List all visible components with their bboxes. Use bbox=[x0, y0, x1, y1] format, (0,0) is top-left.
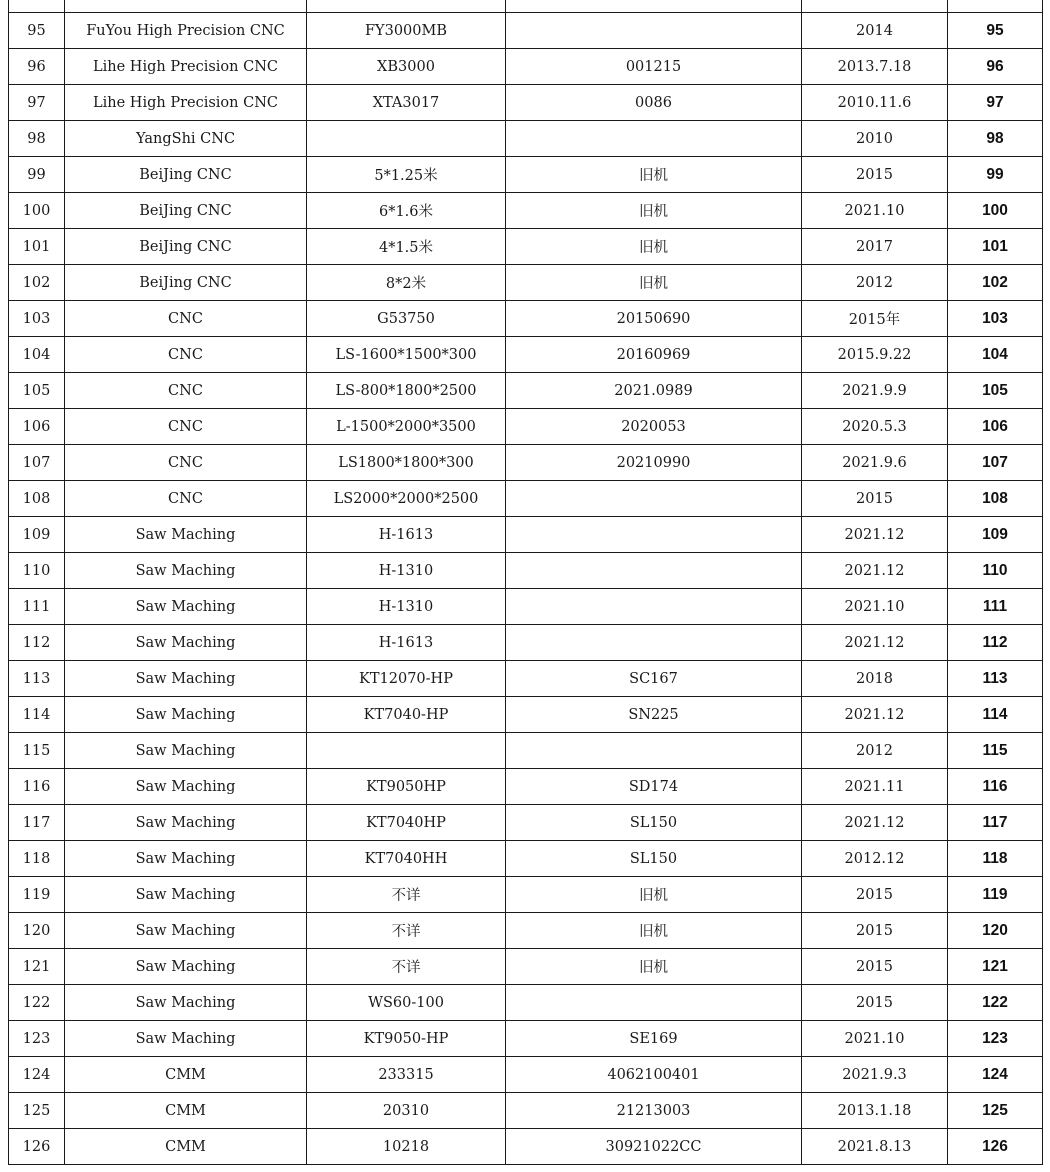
row-number-cell: 111 bbox=[9, 589, 65, 625]
serial-number-cell: 21213003 bbox=[506, 1093, 802, 1129]
row-number-cell: 113 bbox=[9, 661, 65, 697]
serial-number-cell: 20150690 bbox=[506, 301, 802, 337]
row-number-cell: 99 bbox=[9, 157, 65, 193]
index-number-cell: 95 bbox=[948, 13, 1043, 49]
row-number-cell: 98 bbox=[9, 121, 65, 157]
table-row bbox=[9, 877, 1043, 913]
index-number-cell: 113 bbox=[948, 661, 1043, 697]
serial-number-cell bbox=[506, 733, 802, 769]
date-cell: 2015.9.22 bbox=[802, 337, 948, 373]
model-cell: H-1613 bbox=[307, 625, 506, 661]
model-cell: KT7040HH bbox=[307, 841, 506, 877]
index-number-cell: 109 bbox=[948, 517, 1043, 553]
serial-number-cell: 旧机 bbox=[506, 193, 802, 229]
table-row bbox=[9, 985, 1043, 1021]
date-cell: 2021.12 bbox=[802, 697, 948, 733]
index-number-cell: 114 bbox=[948, 697, 1043, 733]
equipment-name-cell: Saw Maching bbox=[65, 769, 307, 805]
serial-number-cell: 20160969 bbox=[506, 337, 802, 373]
index-number-cell: 111 bbox=[948, 589, 1043, 625]
index-number-cell: 120 bbox=[948, 913, 1043, 949]
row-number-cell: 125 bbox=[9, 1093, 65, 1129]
row-number-cell: 121 bbox=[9, 949, 65, 985]
index-number-cell: 99 bbox=[948, 157, 1043, 193]
table-row bbox=[9, 265, 1043, 301]
model-cell: L-1500*2000*3500 bbox=[307, 409, 506, 445]
date-cell: 2021.10 bbox=[802, 1021, 948, 1057]
row-number-cell: 107 bbox=[9, 445, 65, 481]
model-cell: KT7040-HP bbox=[307, 697, 506, 733]
model-cell: 6*1.6米 bbox=[307, 193, 506, 229]
model-cell: 20310 bbox=[307, 1093, 506, 1129]
serial-number-cell: 4062100401 bbox=[506, 1057, 802, 1093]
equipment-name-cell: Saw Maching bbox=[65, 553, 307, 589]
date-cell: 2021.9.9 bbox=[802, 373, 948, 409]
equipment-name-cell: Saw Maching bbox=[65, 1021, 307, 1057]
serial-number-cell: SE169 bbox=[506, 1021, 802, 1057]
row-number-cell: 104 bbox=[9, 337, 65, 373]
date-cell: 2021.10 bbox=[802, 589, 948, 625]
serial-number-cell bbox=[506, 13, 802, 49]
row-number-cell: 120 bbox=[9, 913, 65, 949]
equipment-table bbox=[8, 0, 1043, 1165]
date-cell: 2018 bbox=[802, 661, 948, 697]
date-cell: 2015年 bbox=[802, 301, 948, 337]
serial-number-cell: SL150 bbox=[506, 841, 802, 877]
model-cell: 233315 bbox=[307, 1057, 506, 1093]
equipment-name-cell: CNC bbox=[65, 373, 307, 409]
index-number-cell: 121 bbox=[948, 949, 1043, 985]
serial-number-cell: 旧机 bbox=[506, 229, 802, 265]
serial-number-cell bbox=[506, 0, 802, 13]
equipment-name-cell: BeiJing CNC bbox=[65, 229, 307, 265]
table-row bbox=[9, 769, 1043, 805]
model-cell: XB3000 bbox=[307, 49, 506, 85]
table-row bbox=[9, 949, 1043, 985]
table-row bbox=[9, 697, 1043, 733]
table-row bbox=[9, 481, 1043, 517]
model-cell: WS60-100 bbox=[307, 985, 506, 1021]
index-number-cell: 97 bbox=[948, 85, 1043, 121]
table-row bbox=[9, 49, 1043, 85]
row-number-cell: 101 bbox=[9, 229, 65, 265]
index-number-cell: 122 bbox=[948, 985, 1043, 1021]
model-cell: G53750 bbox=[307, 301, 506, 337]
date-cell: 2021.8.13 bbox=[802, 1129, 948, 1165]
model-cell: LS-1600*1500*300 bbox=[307, 337, 506, 373]
row-number-cell: 126 bbox=[9, 1129, 65, 1165]
serial-number-cell: 0086 bbox=[506, 85, 802, 121]
serial-number-cell: 旧机 bbox=[506, 265, 802, 301]
model-cell: 不详 bbox=[307, 949, 506, 985]
equipment-name-cell: Saw Maching bbox=[65, 841, 307, 877]
equipment-name-cell: Saw Maching bbox=[65, 517, 307, 553]
date-cell: 2021.12 bbox=[802, 517, 948, 553]
index-number-cell: 107 bbox=[948, 445, 1043, 481]
model-cell: H-1310 bbox=[307, 589, 506, 625]
table-row bbox=[9, 337, 1043, 373]
index-number-cell: 98 bbox=[948, 121, 1043, 157]
table-row bbox=[9, 193, 1043, 229]
serial-number-cell bbox=[506, 589, 802, 625]
table-row bbox=[9, 841, 1043, 877]
table-row bbox=[9, 373, 1043, 409]
date-cell: 2015 bbox=[802, 157, 948, 193]
date-cell: 2015 bbox=[802, 985, 948, 1021]
table-row bbox=[9, 661, 1043, 697]
row-number-cell: 103 bbox=[9, 301, 65, 337]
model-cell: H-1613 bbox=[307, 517, 506, 553]
row-number-cell: 97 bbox=[9, 85, 65, 121]
serial-number-cell: 2021.0989 bbox=[506, 373, 802, 409]
model-cell: H-1310 bbox=[307, 553, 506, 589]
table-row bbox=[9, 913, 1043, 949]
index-number-cell: 125 bbox=[948, 1093, 1043, 1129]
row-number-cell bbox=[9, 0, 65, 13]
table-row bbox=[9, 805, 1043, 841]
index-number-cell: 119 bbox=[948, 877, 1043, 913]
row-number-cell: 100 bbox=[9, 193, 65, 229]
equipment-name-cell: CMM bbox=[65, 1093, 307, 1129]
index-number-cell: 105 bbox=[948, 373, 1043, 409]
model-cell: LS-800*1800*2500 bbox=[307, 373, 506, 409]
index-number-cell: 117 bbox=[948, 805, 1043, 841]
equipment-name-cell: CNC bbox=[65, 337, 307, 373]
serial-number-cell bbox=[506, 553, 802, 589]
equipment-name-cell: BeiJing CNC bbox=[65, 265, 307, 301]
serial-number-cell: 旧机 bbox=[506, 877, 802, 913]
row-number-cell: 124 bbox=[9, 1057, 65, 1093]
row-number-cell: 109 bbox=[9, 517, 65, 553]
table-row bbox=[9, 301, 1043, 337]
date-cell: 2017 bbox=[802, 229, 948, 265]
equipment-name-cell: Lihe High Precision CNC bbox=[65, 85, 307, 121]
index-number-cell: 126 bbox=[948, 1129, 1043, 1165]
serial-number-cell: 30921022CC bbox=[506, 1129, 802, 1165]
serial-number-cell: SD174 bbox=[506, 769, 802, 805]
date-cell: 2012 bbox=[802, 733, 948, 769]
row-number-cell: 119 bbox=[9, 877, 65, 913]
index-number-cell: 96 bbox=[948, 49, 1043, 85]
equipment-name-cell: Saw Maching bbox=[65, 661, 307, 697]
row-number-cell: 95 bbox=[9, 13, 65, 49]
row-number-cell: 105 bbox=[9, 373, 65, 409]
index-number-cell: 103 bbox=[948, 301, 1043, 337]
equipment-table-body bbox=[9, 0, 1043, 1165]
row-number-cell: 114 bbox=[9, 697, 65, 733]
serial-number-cell: 旧机 bbox=[506, 913, 802, 949]
date-cell: 2021.9.3 bbox=[802, 1057, 948, 1093]
table-row bbox=[9, 1057, 1043, 1093]
table-row bbox=[9, 229, 1043, 265]
serial-number-cell bbox=[506, 121, 802, 157]
equipment-name-cell: CNC bbox=[65, 481, 307, 517]
index-number-cell: 110 bbox=[948, 553, 1043, 589]
date-cell: 2012 bbox=[802, 265, 948, 301]
equipment-name-cell: YangShi CNC bbox=[65, 121, 307, 157]
serial-number-cell: SL150 bbox=[506, 805, 802, 841]
model-cell: 不详 bbox=[307, 877, 506, 913]
serial-number-cell: SC167 bbox=[506, 661, 802, 697]
index-number-cell: 124 bbox=[948, 1057, 1043, 1093]
model-cell bbox=[307, 121, 506, 157]
index-number-cell: 123 bbox=[948, 1021, 1043, 1057]
serial-number-cell bbox=[506, 985, 802, 1021]
table-row bbox=[9, 733, 1043, 769]
date-cell: 2013.7.18 bbox=[802, 49, 948, 85]
date-cell: 2015 bbox=[802, 877, 948, 913]
equipment-name-cell: Lihe High Precision CNC bbox=[65, 49, 307, 85]
index-number-cell: 118 bbox=[948, 841, 1043, 877]
equipment-name-cell bbox=[65, 0, 307, 13]
table-row bbox=[9, 625, 1043, 661]
index-number-cell: 115 bbox=[948, 733, 1043, 769]
equipment-name-cell: Saw Maching bbox=[65, 697, 307, 733]
row-number-cell: 118 bbox=[9, 841, 65, 877]
equipment-name-cell: Saw Maching bbox=[65, 625, 307, 661]
model-cell: 不详 bbox=[307, 913, 506, 949]
date-cell: 2012.12 bbox=[802, 841, 948, 877]
equipment-table-sheet bbox=[8, 0, 1043, 1165]
date-cell: 2015 bbox=[802, 913, 948, 949]
index-number-cell: 108 bbox=[948, 481, 1043, 517]
row-number-cell: 117 bbox=[9, 805, 65, 841]
date-cell: 2015 bbox=[802, 481, 948, 517]
date-cell: 2021.12 bbox=[802, 553, 948, 589]
equipment-name-cell: Saw Maching bbox=[65, 733, 307, 769]
model-cell: KT12070-HP bbox=[307, 661, 506, 697]
equipment-name-cell: Saw Maching bbox=[65, 985, 307, 1021]
serial-number-cell: 20210990 bbox=[506, 445, 802, 481]
row-number-cell: 116 bbox=[9, 769, 65, 805]
serial-number-cell bbox=[506, 481, 802, 517]
serial-number-cell: 001215 bbox=[506, 49, 802, 85]
serial-number-cell bbox=[506, 517, 802, 553]
row-number-cell: 110 bbox=[9, 553, 65, 589]
index-number-cell: 112 bbox=[948, 625, 1043, 661]
date-cell: 2021.12 bbox=[802, 625, 948, 661]
index-number-cell: 116 bbox=[948, 769, 1043, 805]
date-cell: 2021.12 bbox=[802, 805, 948, 841]
date-cell: 2010 bbox=[802, 121, 948, 157]
table-row bbox=[9, 0, 1043, 13]
equipment-name-cell: CNC bbox=[65, 445, 307, 481]
table-row bbox=[9, 589, 1043, 625]
date-cell: 2013.1.18 bbox=[802, 1093, 948, 1129]
table-row bbox=[9, 553, 1043, 589]
model-cell bbox=[307, 733, 506, 769]
equipment-name-cell: CNC bbox=[65, 409, 307, 445]
date-cell: 2021.11 bbox=[802, 769, 948, 805]
table-row bbox=[9, 13, 1043, 49]
serial-number-cell: 旧机 bbox=[506, 157, 802, 193]
date-cell: 2021.9.6 bbox=[802, 445, 948, 481]
equipment-name-cell: Saw Maching bbox=[65, 589, 307, 625]
table-row bbox=[9, 157, 1043, 193]
equipment-name-cell: CMM bbox=[65, 1057, 307, 1093]
serial-number-cell: SN225 bbox=[506, 697, 802, 733]
model-cell bbox=[307, 0, 506, 13]
model-cell: 10218 bbox=[307, 1129, 506, 1165]
date-cell: 2015 bbox=[802, 949, 948, 985]
equipment-name-cell: FuYou High Precision CNC bbox=[65, 13, 307, 49]
date-cell bbox=[802, 0, 948, 13]
date-cell: 2010.11.6 bbox=[802, 85, 948, 121]
model-cell: KT9050-HP bbox=[307, 1021, 506, 1057]
row-number-cell: 106 bbox=[9, 409, 65, 445]
index-number-cell: 102 bbox=[948, 265, 1043, 301]
equipment-name-cell: CMM bbox=[65, 1129, 307, 1165]
equipment-name-cell: Saw Maching bbox=[65, 949, 307, 985]
row-number-cell: 96 bbox=[9, 49, 65, 85]
equipment-name-cell: CNC bbox=[65, 301, 307, 337]
date-cell: 2021.10 bbox=[802, 193, 948, 229]
row-number-cell: 108 bbox=[9, 481, 65, 517]
equipment-name-cell: BeiJing CNC bbox=[65, 193, 307, 229]
table-row bbox=[9, 517, 1043, 553]
row-number-cell: 115 bbox=[9, 733, 65, 769]
equipment-name-cell: Saw Maching bbox=[65, 913, 307, 949]
equipment-name-cell: BeiJing CNC bbox=[65, 157, 307, 193]
table-row bbox=[9, 1093, 1043, 1129]
model-cell: KT9050HP bbox=[307, 769, 506, 805]
table-row bbox=[9, 85, 1043, 121]
model-cell: 4*1.5米 bbox=[307, 229, 506, 265]
row-number-cell: 112 bbox=[9, 625, 65, 661]
equipment-name-cell: Saw Maching bbox=[65, 877, 307, 913]
serial-number-cell bbox=[506, 625, 802, 661]
date-cell: 2020.5.3 bbox=[802, 409, 948, 445]
row-number-cell: 123 bbox=[9, 1021, 65, 1057]
serial-number-cell: 2020053 bbox=[506, 409, 802, 445]
model-cell: XTA3017 bbox=[307, 85, 506, 121]
index-number-cell: 101 bbox=[948, 229, 1043, 265]
index-number-cell: 106 bbox=[948, 409, 1043, 445]
model-cell: 5*1.25米 bbox=[307, 157, 506, 193]
model-cell: LS1800*1800*300 bbox=[307, 445, 506, 481]
model-cell: FY3000MB bbox=[307, 13, 506, 49]
model-cell: LS2000*2000*2500 bbox=[307, 481, 506, 517]
row-number-cell: 102 bbox=[9, 265, 65, 301]
model-cell: 8*2米 bbox=[307, 265, 506, 301]
model-cell: KT7040HP bbox=[307, 805, 506, 841]
table-row bbox=[9, 445, 1043, 481]
table-row bbox=[9, 409, 1043, 445]
index-number-cell: 100 bbox=[948, 193, 1043, 229]
table-row bbox=[9, 1021, 1043, 1057]
date-cell: 2014 bbox=[802, 13, 948, 49]
table-row bbox=[9, 121, 1043, 157]
row-number-cell: 122 bbox=[9, 985, 65, 1021]
index-number-cell: 104 bbox=[948, 337, 1043, 373]
serial-number-cell: 旧机 bbox=[506, 949, 802, 985]
table-row bbox=[9, 1129, 1043, 1165]
index-number-cell bbox=[948, 0, 1043, 13]
equipment-name-cell: Saw Maching bbox=[65, 805, 307, 841]
